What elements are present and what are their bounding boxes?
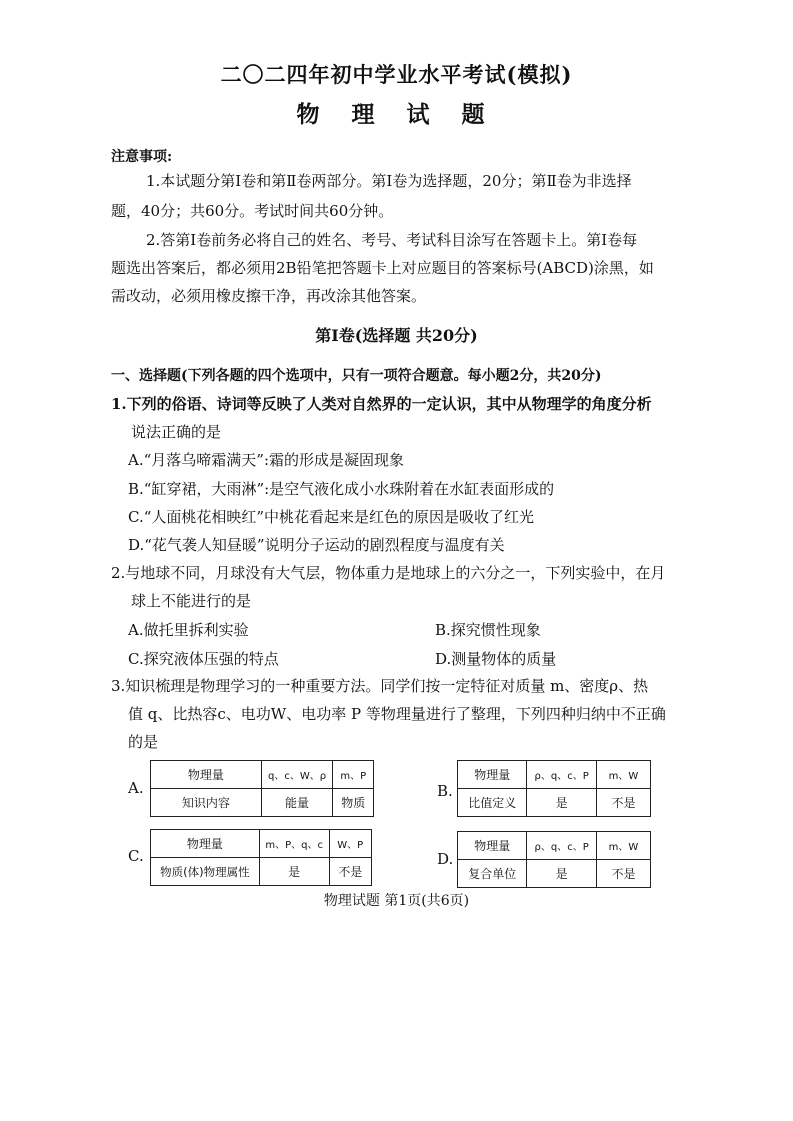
part1-title: 第Ⅰ卷(选择题 共20分) <box>315 326 478 345</box>
table-cell: 比值定义 <box>458 789 527 817</box>
q3-stem-line-1: 3.知识梳理是物理学习的一种重要方法。同学们按一定特征对质量 m、密度ρ、热 <box>111 677 649 695</box>
table-cell: 不是 <box>596 789 650 817</box>
q2-option-a: A.做托里拆利实验 <box>128 621 249 639</box>
table-cell: 复合单位 <box>458 860 527 888</box>
q3-stem-line-2: 值 q、比热容c、电功W、电功率 P 等物理量进行了整理，下列四种归纳中不正确 <box>128 705 666 723</box>
q1-option-c: C.“人面桃花相映红”中桃花看起来是红色的原因是吸收了红光 <box>128 508 535 526</box>
note-1-line-1: 1.本试题分第Ⅰ卷和第Ⅱ卷两部分。第Ⅰ卷为选择题，20分；第Ⅱ卷为非选择 <box>146 172 632 190</box>
table-cell: 物理量 <box>458 832 527 860</box>
table-cell: 不是 <box>596 860 650 888</box>
q2-stem-line-1: 2.与地球不同，月球没有大气层，物体重力是地球上的六分之一，下列实验中，在月 <box>111 564 666 582</box>
page-footer: 物理试题 第1页(共6页) <box>323 893 470 909</box>
table-cell: ρ、q、c、P <box>527 761 597 789</box>
table-cell: 物理量 <box>151 761 262 789</box>
q3-option-d-label: D. <box>437 850 454 868</box>
table-cell: 是 <box>527 789 597 817</box>
q3-option-c-table <box>150 829 372 886</box>
q1-option-a: A.“月落乌啼霜满天”:霜的形成是凝固现象 <box>128 451 404 469</box>
table-row <box>458 789 651 817</box>
table-cell: 物理量 <box>151 830 260 858</box>
q3-option-b-label: B. <box>437 782 453 800</box>
table-cell: q、c、W、ρ <box>261 761 333 789</box>
note-1-line-2: 题，40分；共60分。考试时间共60分钟。 <box>111 202 394 220</box>
note-2-line-2: 题选出答案后，都必须用2B铅笔把答题卡上对应题目的答案标号(ABCD)涂黑，如 <box>111 259 654 277</box>
q2-option-b: B.探究惯性现象 <box>435 621 541 639</box>
table-cell: 能量 <box>261 789 333 817</box>
table-cell: 是 <box>259 858 329 886</box>
table-cell: m、P <box>333 761 374 789</box>
table-cell: 不是 <box>329 858 371 886</box>
table-cell: 知识内容 <box>151 789 262 817</box>
q3-stem-line-3: 的是 <box>128 733 159 751</box>
table-row <box>151 761 374 789</box>
table-cell: 物质 <box>333 789 374 817</box>
q3-option-b-table <box>457 760 651 817</box>
q1-option-d: D.“花气袭人知昼暖”说明分子运动的剧烈程度与温度有关 <box>128 536 505 554</box>
table-cell: W、P <box>329 830 371 858</box>
table-row <box>458 761 651 789</box>
q3-option-a-label: A. <box>128 779 144 797</box>
q3-option-c-label: C. <box>128 847 144 865</box>
subject-title: 物 理 试 题 <box>296 101 497 128</box>
table-cell: 是 <box>527 860 597 888</box>
table-cell: m、W <box>596 832 650 860</box>
note-2-line-1: 2.答第Ⅰ卷前务必将自己的姓名、考号、考试科目涂写在答题卡上。第Ⅰ卷每 <box>146 231 638 249</box>
table-row <box>151 789 374 817</box>
q2-stem-line-2: 球上不能进行的是 <box>131 592 252 610</box>
note-2-line-3: 需改动，必须用橡皮擦干净，再改涂其他答案。 <box>111 287 427 305</box>
q1-option-b: B.“缸穿裙，大雨淋”:是空气液化成小水珠附着在水缸表面形成的 <box>128 480 555 498</box>
table-row <box>458 832 651 860</box>
notes-heading: 注意事项: <box>111 149 173 165</box>
table-cell: m、P、q、c <box>259 830 329 858</box>
q2-option-c: C.探究液体压强的特点 <box>128 650 279 668</box>
q3-option-a-table <box>150 760 374 817</box>
q1-stem-line-1: 1.下列的俗语、诗词等反映了人类对自然界的一定认识，其中从物理学的角度分析 <box>111 395 652 413</box>
table-cell: m、W <box>596 761 650 789</box>
exam-title: 二〇二四年初中学业水平考试(模拟) <box>220 62 573 87</box>
table-row <box>458 860 651 888</box>
section-heading: 一、选择题(下列各题的四个选项中，只有一项符合题意。每小题2分，共20分) <box>111 368 602 384</box>
table-cell: 物理量 <box>458 761 527 789</box>
q3-option-d-table <box>457 831 651 888</box>
q2-option-d: D.测量物体的质量 <box>435 650 557 668</box>
table-cell: 物质(体)物理属性 <box>151 858 260 886</box>
table-row <box>151 858 372 886</box>
table-cell: ρ、q、c、P <box>527 832 597 860</box>
q1-stem-line-2: 说法正确的是 <box>131 423 222 441</box>
table-row <box>151 830 372 858</box>
